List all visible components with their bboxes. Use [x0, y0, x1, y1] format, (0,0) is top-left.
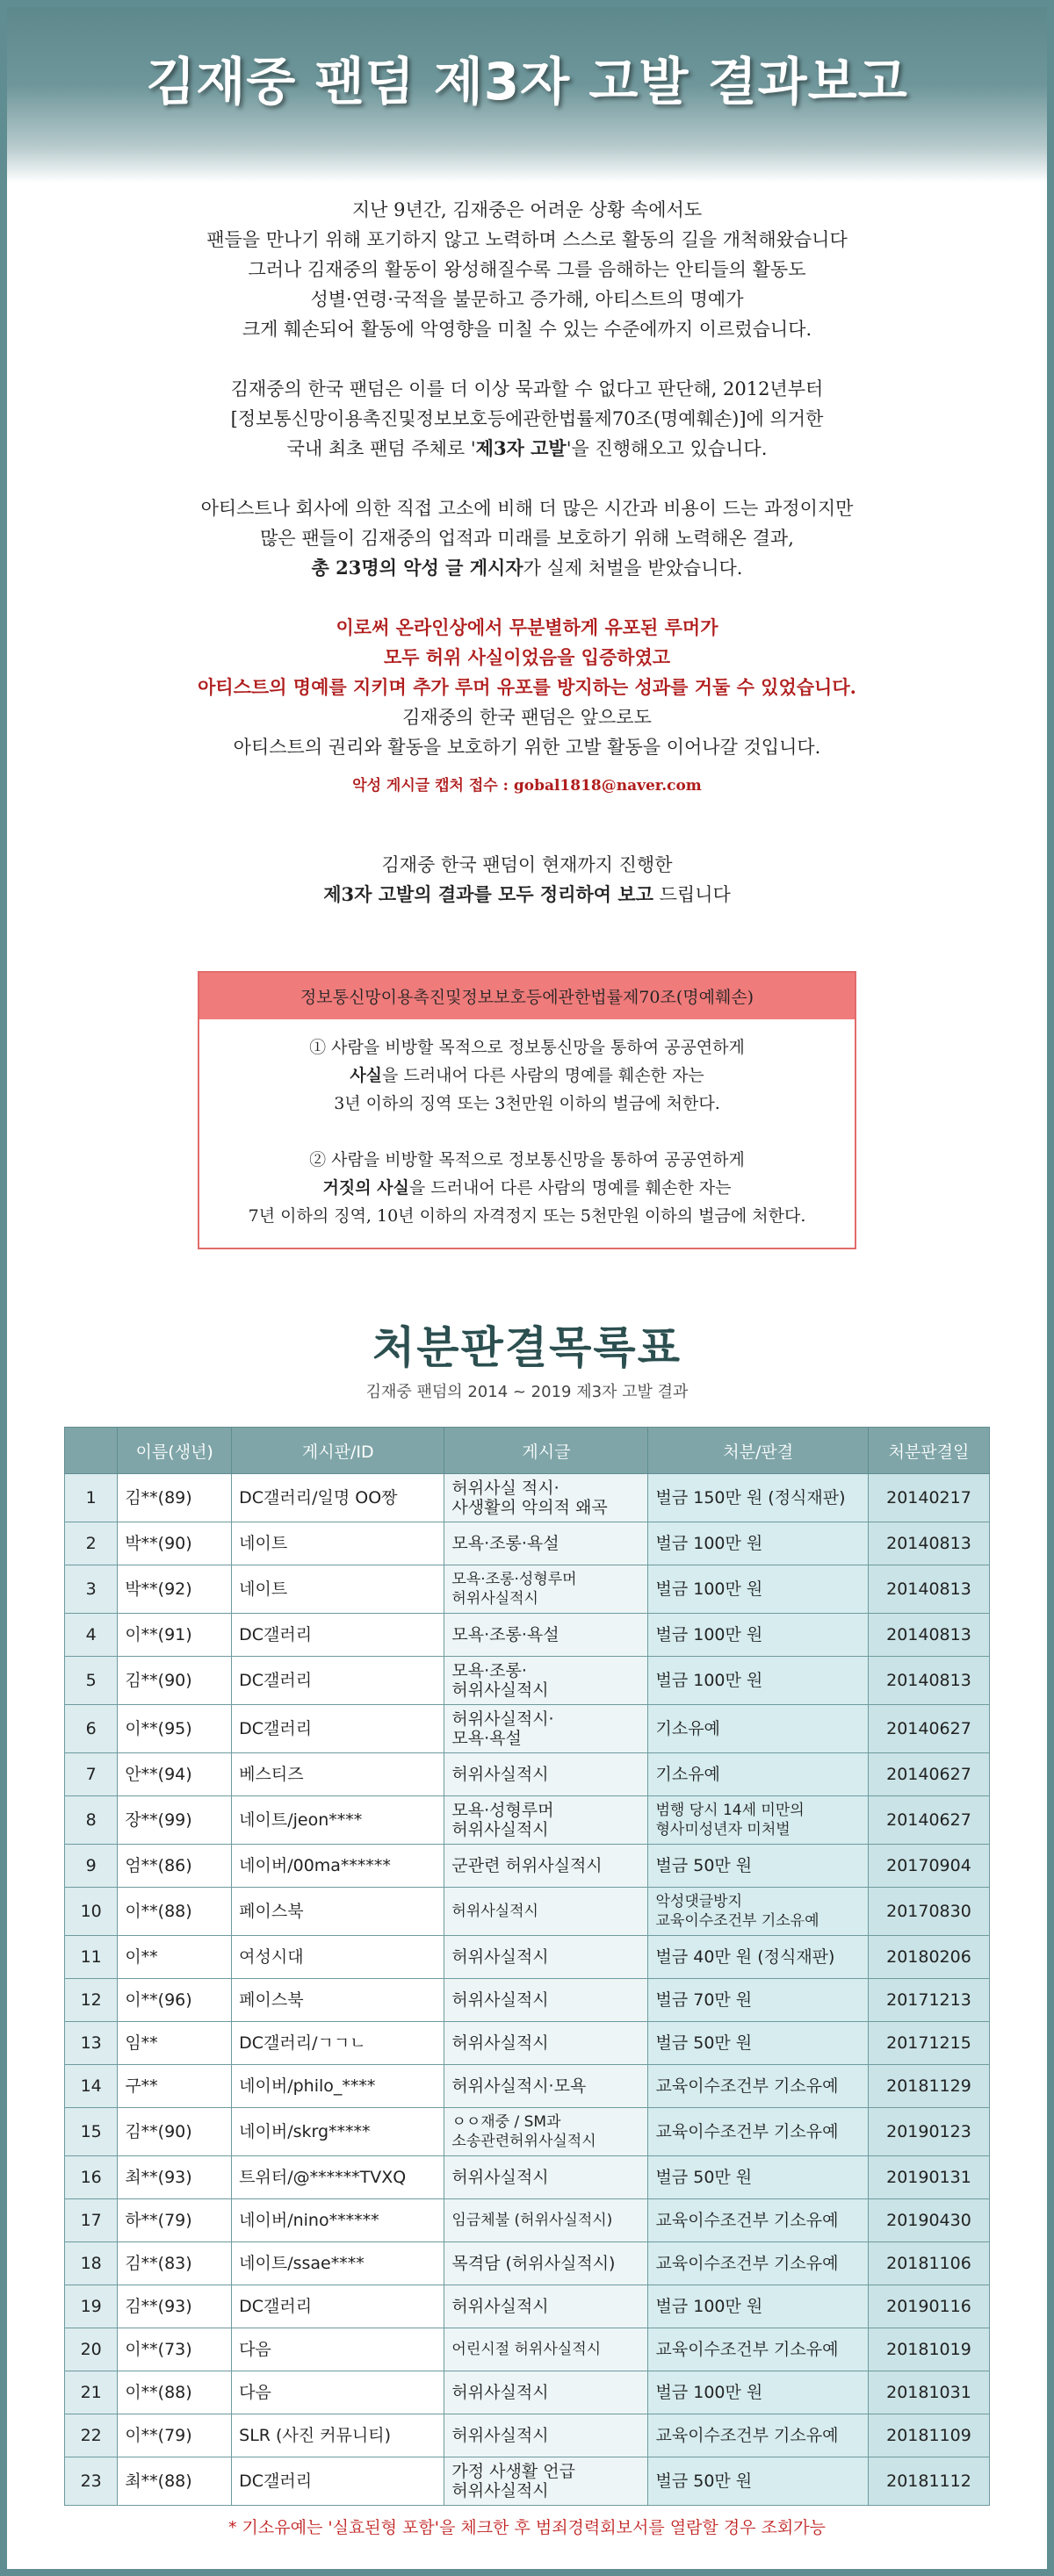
- row-name: 이**(73): [118, 2328, 232, 2371]
- row-number: 12: [65, 1979, 118, 2022]
- row-board: SLR (사진 커뮤니티): [232, 2414, 444, 2457]
- row-name: 이**(96): [118, 1979, 232, 2022]
- row-name: 김**(89): [118, 1474, 232, 1522]
- row-date: 20140627: [868, 1705, 989, 1753]
- header-no: [65, 1428, 118, 1474]
- row-date: 20181112: [868, 2457, 989, 2506]
- row-date: 20140813: [868, 1657, 989, 1705]
- row-number: 11: [65, 1936, 118, 1979]
- row-board: 네이버/00ma******: [232, 1845, 444, 1888]
- row-date: 20181109: [868, 2414, 989, 2457]
- row-result: 교육이수조건부 기소유예: [648, 2199, 868, 2242]
- row-date: 20140217: [868, 1474, 989, 1522]
- row-board: 네이트/jeon****: [232, 1796, 444, 1845]
- row-name: 구**: [118, 2065, 232, 2108]
- row-post: 모욕·조롱·욕설: [444, 1522, 648, 1565]
- row-result: 벌금 100만 원: [648, 1614, 868, 1657]
- row-post: 허위사실적시·모욕: [444, 2065, 648, 2108]
- law-box: [198, 971, 856, 1249]
- table-row: [65, 1565, 990, 1614]
- table-row: [65, 1522, 990, 1565]
- header-post: 게시글: [444, 1428, 648, 1474]
- table-row: [65, 1474, 990, 1522]
- row-name: 이**(79): [118, 2414, 232, 2457]
- row-date: 20181031: [868, 2371, 989, 2414]
- row-post: 허위사실적시: [444, 1888, 648, 1936]
- table-row: [65, 1936, 990, 1979]
- row-date: 20190131: [868, 2156, 989, 2199]
- row-board: DC갤러리: [232, 2457, 444, 2506]
- table-row: [65, 2457, 990, 2506]
- row-result: 벌금 100만 원: [648, 1565, 868, 1614]
- row-number: 8: [65, 1796, 118, 1845]
- row-number: 16: [65, 2156, 118, 2199]
- table-row: [65, 1845, 990, 1888]
- row-number: 13: [65, 2022, 118, 2065]
- row-date: 20181106: [868, 2242, 989, 2285]
- row-name: 김**(83): [118, 2242, 232, 2285]
- table-row: [65, 1979, 990, 2022]
- row-date: 20171213: [868, 1979, 989, 2022]
- row-result: 벌금 50만 원: [648, 2156, 868, 2199]
- table-row: [65, 2022, 990, 2065]
- row-post: ㅇㅇ재중 / SM과 소송관련허위사실적시: [444, 2108, 648, 2156]
- row-number: 17: [65, 2199, 118, 2242]
- row-post: 어린시절 허위사실적시: [444, 2328, 648, 2371]
- row-date: 20140813: [868, 1565, 989, 1614]
- row-board: DC갤러리/일명 OO짱: [232, 1474, 444, 1522]
- row-name: 최**(93): [118, 2156, 232, 2199]
- row-post: 임금체불 (허위사실적시): [444, 2199, 648, 2242]
- table-row: [65, 1888, 990, 1936]
- row-post: 목격담 (허위사실적시): [444, 2242, 648, 2285]
- row-number: 4: [65, 1614, 118, 1657]
- intro-paragraph-1: 지난 9년간, 김재중은 어려운 상황 속에서도 팬들을 만나기 위해 포기하지 않고 노력하며 스스로 활동의 길을 개척해왔습니다 그러나 김재중의 활동이 왕성해질수록 그를 음해하는 안티들의 활동도 성별·연령·국적을 불문하고 증가해, 아티스트의 명예가 크게 훼손되어 활동에 악영향을 미칠 수 있는 수준에까지 이르렀습니다.: [206, 199, 848, 340]
- row-name: 박**(90): [118, 1522, 232, 1565]
- row-date: 20190430: [868, 2199, 989, 2242]
- row-post: 허위사실적시: [444, 2156, 648, 2199]
- table-row: [65, 1796, 990, 1845]
- row-result: 교육이수조건부 기소유예: [648, 2108, 868, 2156]
- row-board: 여성시대: [232, 1936, 444, 1979]
- row-board: 베스티즈: [232, 1753, 444, 1796]
- row-date: 20181019: [868, 2328, 989, 2371]
- row-post: 허위사실적시: [444, 2285, 648, 2328]
- row-board: 다음: [232, 2328, 444, 2371]
- row-name: 이**(88): [118, 2371, 232, 2414]
- page-title: 김재중 팬덤 제3자 고발 결과보고: [146, 52, 908, 112]
- row-board: 트위터/@******TVXQ: [232, 2156, 444, 2199]
- row-result: 벌금 150만 원 (정식재판): [648, 1474, 868, 1522]
- header-banner: [7, 7, 1047, 183]
- table-footnote: * 기소유예는 '실효된형 포함'을 체크한 후 범죄경력회보서를 열람할 경우 조회가능: [228, 2518, 826, 2537]
- row-number: 23: [65, 2457, 118, 2506]
- table-header-row: [65, 1428, 990, 1474]
- table-title: 처분판결목록표: [372, 1322, 682, 1373]
- row-result: 벌금 100만 원: [648, 1657, 868, 1705]
- row-result: 기소유예: [648, 1705, 868, 1753]
- row-board: 네이버/philo_****: [232, 2065, 444, 2108]
- row-board: DC갤러리: [232, 1614, 444, 1657]
- table-row: [65, 2108, 990, 2156]
- row-result: 벌금 100만 원: [648, 1522, 868, 1565]
- table-body: [65, 1474, 990, 2506]
- row-name: 이**(95): [118, 1705, 232, 1753]
- table-row: [65, 2285, 990, 2328]
- row-post: 군관련 허위사실적시: [444, 1845, 648, 1888]
- row-name: 이**(91): [118, 1614, 232, 1657]
- row-post: 허위사실적시: [444, 2371, 648, 2414]
- report-email: 악성 게시글 캡처 접수 : gobal1818@naver.com: [352, 777, 702, 795]
- row-post: 모욕·조롱· 허위사실적시: [444, 1657, 648, 1705]
- law-clause-1: ① 사람을 비방할 목적으로 정보통신망을 통하여 공공연하게 사실을 드러내어 다른 사람의 명예를 훼손한 자는 3년 이하의 징역 또는 3천만원 이하의 벌금에 처한다.: [309, 1038, 745, 1113]
- row-post: 허위사실 적시· 사생활의 악의적 왜곡: [444, 1474, 648, 1522]
- intro-highlight: 이로써 온라인상에서 무분별하게 유포된 루머가 모두 허위 사실이었음을 입증하였고 아티스트의 명예를 지키며 추가 루머 유포를 방지하는 성과를 거둘 수 있었습니다. 김재중의 한국 팬덤은 앞으로도 아티스트의 권리와 활동을 보호하기 위한 고발 활동을 이어나갈 것입니다.: [198, 616, 856, 758]
- row-result: 기소유예: [648, 1753, 868, 1796]
- row-date: 20181129: [868, 2065, 989, 2108]
- row-board: DC갤러리: [232, 1705, 444, 1753]
- row-result: 악성댓글방지 교육이수조건부 기소유예: [648, 1888, 868, 1936]
- row-board: 네이트: [232, 1565, 444, 1614]
- row-board: DC갤러리/ㄱㄱㄴ: [232, 2022, 444, 2065]
- row-name: 박**(92): [118, 1565, 232, 1614]
- table-row: [65, 2328, 990, 2371]
- row-number: 22: [65, 2414, 118, 2457]
- row-date: 20140813: [868, 1614, 989, 1657]
- results-table: [64, 1427, 990, 2506]
- row-name: 임**: [118, 2022, 232, 2065]
- row-post: 허위사실적시: [444, 2022, 648, 2065]
- row-number: 3: [65, 1565, 118, 1614]
- row-post: 허위사실적시: [444, 2414, 648, 2457]
- row-result: 범행 당시 14세 미만의 형사미성년자 미처벌: [648, 1796, 868, 1845]
- row-number: 15: [65, 2108, 118, 2156]
- row-board: 네이트/ssae****: [232, 2242, 444, 2285]
- row-number: 19: [65, 2285, 118, 2328]
- row-number: 14: [65, 2065, 118, 2108]
- table-row: [65, 2199, 990, 2242]
- row-name: 장**(99): [118, 1796, 232, 1845]
- law-title: 정보통신망이용촉진및정보보호등에관한법률제70조(명예훼손): [199, 973, 855, 1019]
- row-result: 교육이수조건부 기소유예: [648, 2242, 868, 2285]
- row-date: 20170904: [868, 1845, 989, 1888]
- row-board: 페이스북: [232, 1888, 444, 1936]
- table-heading: [7, 1313, 1047, 1402]
- row-number: 21: [65, 2371, 118, 2414]
- row-date: 20140627: [868, 1753, 989, 1796]
- row-date: 20170830: [868, 1888, 989, 1936]
- row-number: 18: [65, 2242, 118, 2285]
- table-subtitle: 김재중 팬덤의 2014 ~ 2019 제3자 고발 결과: [365, 1383, 689, 1401]
- row-result: 벌금 40만 원 (정식재판): [648, 1936, 868, 1979]
- law-clause-2: ② 사람을 비방할 목적으로 정보통신망을 통하여 공공연하게 거짓의 사실을 드러내어 다른 사람의 명예를 훼손한 자는 7년 이하의 징역, 10년 이하의 자격정지 또는 5천만원 이하의 벌금에 처한다.: [248, 1150, 806, 1226]
- row-number: 10: [65, 1888, 118, 1936]
- row-result: 교육이수조건부 기소유예: [648, 2414, 868, 2457]
- row-result: 벌금 50만 원: [648, 1845, 868, 1888]
- table-row: [65, 1753, 990, 1796]
- row-name: 최**(88): [118, 2457, 232, 2506]
- row-number: 5: [65, 1657, 118, 1705]
- row-date: 20140627: [868, 1796, 989, 1845]
- row-number: 2: [65, 1522, 118, 1565]
- table-row: [65, 2065, 990, 2108]
- row-result: 벌금 50만 원: [648, 2457, 868, 2506]
- row-name: 이**: [118, 1936, 232, 1979]
- table-row: [65, 2242, 990, 2285]
- row-post: 허위사실적시: [444, 1936, 648, 1979]
- row-post: 모욕·성형루머 허위사실적시: [444, 1796, 648, 1845]
- table-row: [65, 2414, 990, 2457]
- header-board: 게시판/ID: [232, 1428, 444, 1474]
- header-result: 처분/판결: [648, 1428, 868, 1474]
- row-name: 안**(94): [118, 1753, 232, 1796]
- row-result: 벌금 70만 원: [648, 1979, 868, 2022]
- intro-paragraph-5: 김재중 한국 팬덤이 현재까지 진행한 제3자 고발의 결과를 모두 정리하여 보고 드립니다: [323, 854, 731, 905]
- row-number: 9: [65, 1845, 118, 1888]
- row-date: 20180206: [868, 1936, 989, 1979]
- row-date: 20140813: [868, 1522, 989, 1565]
- row-number: 1: [65, 1474, 118, 1522]
- row-name: 엄**(86): [118, 1845, 232, 1888]
- law-body: [199, 1019, 855, 1248]
- table-row: [65, 1705, 990, 1753]
- row-board: 페이스북: [232, 1979, 444, 2022]
- row-post: 모욕·조롱·성형루머 허위사실적시: [444, 1565, 648, 1614]
- row-post: 허위사실적시: [444, 1753, 648, 1796]
- row-result: 벌금 100만 원: [648, 2371, 868, 2414]
- intro-paragraph-3: 아티스트나 회사에 의한 직접 고소에 비해 더 많은 시간과 비용이 드는 과정이지만 많은 팬들이 김재중의 업적과 미래를 보호하기 위해 노력해온 결과, 총 23명의 악성 글 게시자가 실제 처벌을 받았습니다.: [200, 498, 854, 579]
- header-name: 이름(생년): [118, 1428, 232, 1474]
- row-date: 20190123: [868, 2108, 989, 2156]
- row-name: 이**(88): [118, 1888, 232, 1936]
- intro-paragraph-2: 김재중의 한국 팬덤은 이를 더 이상 묵과할 수 없다고 판단해, 2012년부터 [정보통신망이용촉진및정보보호등에관한법률제70조(명예훼손)]에 의거한 국내 최초 팬덤 주체로 '제3자 고발'을 진행해오고 있습니다.: [230, 378, 824, 459]
- row-post: 모욕·조롱·욕설: [444, 1614, 648, 1657]
- row-board: 네이버/skrg*****: [232, 2108, 444, 2156]
- intro-section: [7, 195, 1047, 910]
- row-name: 김**(90): [118, 2108, 232, 2156]
- row-board: 네이트: [232, 1522, 444, 1565]
- row-date: 20171215: [868, 2022, 989, 2065]
- row-result: 벌금 100만 원: [648, 2285, 868, 2328]
- row-post: 허위사실적시: [444, 1979, 648, 2022]
- row-result: 교육이수조건부 기소유예: [648, 2065, 868, 2108]
- row-board: DC갤러리: [232, 2285, 444, 2328]
- row-name: 김**(93): [118, 2285, 232, 2328]
- table-row: [65, 2371, 990, 2414]
- row-board: 네이버/nino******: [232, 2199, 444, 2242]
- row-date: 20190116: [868, 2285, 989, 2328]
- table-row: [65, 1657, 990, 1705]
- row-name: 김**(90): [118, 1657, 232, 1705]
- row-board: DC갤러리: [232, 1657, 444, 1705]
- row-number: 20: [65, 2328, 118, 2371]
- row-result: 교육이수조건부 기소유예: [648, 2328, 868, 2371]
- row-board: 다음: [232, 2371, 444, 2414]
- row-result: 벌금 50만 원: [648, 2022, 868, 2065]
- row-post: 가정 사생활 언급 허위사실적시: [444, 2457, 648, 2506]
- table-row: [65, 1614, 990, 1657]
- header-date: 처분판결일: [868, 1428, 989, 1474]
- row-name: 하**(79): [118, 2199, 232, 2242]
- page-frame: [7, 7, 1047, 2569]
- row-number: 7: [65, 1753, 118, 1796]
- row-number: 6: [65, 1705, 118, 1753]
- row-post: 허위사실적시· 모욕·욕설: [444, 1705, 648, 1753]
- table-row: [65, 2156, 990, 2199]
